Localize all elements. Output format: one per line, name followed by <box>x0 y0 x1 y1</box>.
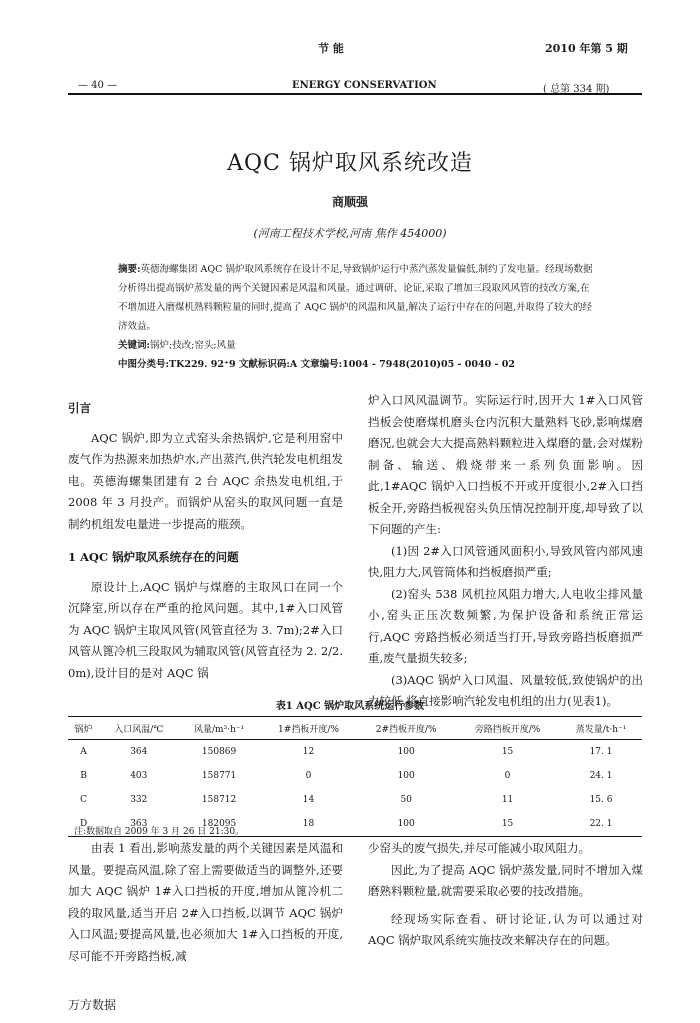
table-cell: 0 <box>504 771 511 781</box>
table-cell: 18 <box>260 812 358 837</box>
table-cell: 15. 6 <box>589 795 613 805</box>
abstract <box>118 260 594 336</box>
operating-parameters-table <box>68 716 642 837</box>
table-cell: 403 <box>130 771 148 781</box>
issue-number: 2010 年第 5 期 <box>545 42 628 55</box>
table-note: 注:数据取自 2009 年 3 月 26 日 21:30。 <box>74 827 245 837</box>
table-caption: 表1 AQC 锅炉取风系统运行参数 <box>275 701 425 712</box>
section-heading-1: 1 AQC 锅炉取风系统存在的问题 <box>68 550 239 564</box>
table-row <box>68 764 642 788</box>
table-cell: D <box>68 812 99 837</box>
table-cell: 100 <box>397 771 415 781</box>
table-cell: 364 <box>130 747 148 757</box>
table-cell: B <box>80 771 87 781</box>
continuation-paragraph: 少窑头的废气损失,并尽可能减小取风阻力。 <box>368 841 591 855</box>
col-header: 蒸发量/t·h⁻¹ <box>560 717 642 740</box>
conclusion-paragraph-1: 因此,为了提高 AQC 锅炉蒸发量,同时不增加入煤磨熟料颗粒量,就需要采取必要的技改措施。 <box>368 862 643 898</box>
header-rule <box>68 93 642 95</box>
page-number: — 40 — <box>78 80 118 91</box>
right-paragraph-1: 炉入口风风温调节。实际运行时,因开大 1#入口风管挡板会使磨煤机磨头仓内沉积大量熟料飞砂,影响煤磨磨况,也就会大大提高熟料颗粒进入煤磨的量,会对煤粉制备、输送、煅烧带来一系列负面影响。因此,1#AQC 锅炉入口挡板不开或开度很小,2#入口挡板全开,旁路挡板视窑头负压情况控制开度,却导致了以下问题的产生: <box>368 393 643 536</box>
watermark-text: 万方数据 <box>68 998 117 1012</box>
journal-title: 节 能 <box>318 42 344 55</box>
abstract-label: 摘要: <box>118 264 141 275</box>
keywords-label: 关键词: <box>118 340 151 351</box>
classification-meta: 中图分类号:TK229. 92⁺9 文献标识码:A 文章编号:1004 - 7948(2010)05 - 0040 - 02 <box>118 359 515 370</box>
table-cell: A <box>80 747 87 757</box>
table-cell: 24. 1 <box>589 771 613 781</box>
table-cell: 100 <box>357 812 455 837</box>
journal-english-title: ENERGY CONSERVATION <box>292 80 437 91</box>
problem-item-2: (2)窑头 538 风机拉风阻力增大,人电收尘排风量小,窑头正压次数频繁,为保护设备和系统正常运行,AQC 旁路挡板必须适当打开,导致旁路挡板磨损严重,废气量损失较多; <box>368 586 643 665</box>
problem-item-1: (1)因 2#入口风管通风面积小,导致风管内部风速快,阻力大,风管筒体和挡板磨损严重; <box>368 543 643 579</box>
conclusion-paragraph-2: 经现场实际查看、研讨论证,认为可以通过对 AQC 锅炉取风系统实施技改来解决存在的问题。 <box>368 911 643 947</box>
keywords-text: 锅炉;技改;窑头;风量 <box>150 340 236 351</box>
col-header: 1#挡板开度/% <box>260 717 358 740</box>
total-issue-number: ( 总第 334 期) <box>543 84 610 95</box>
section-heading-intro: 引言 <box>68 401 91 415</box>
right-column <box>368 390 643 713</box>
analysis-paragraph: 由表 1 看出,影响蒸发量的两个关键因素是风温和风量。要提高风温,除了窑上需要做适当的调整外,还要加大 AQC 锅炉 1#入口挡板的开度,增加从篦冷机二段的取风量,适当开启 2#入口挡板,以调节 AQC 锅炉入口风温;要提高风量,也必须加大 1#入口挡板的开度,尽可能不开旁路挡板,减 <box>68 841 343 963</box>
table-header-row <box>68 717 642 740</box>
table-cell: 11 <box>501 795 514 805</box>
lower-right-column <box>368 838 643 952</box>
table-cell: 22. 1 <box>560 812 642 837</box>
intro-paragraph: AQC 锅炉,即为立式窑头余热锅炉,它是利用窑中废气作为热源来加热炉水,产出蒸汽,供汽轮发电机组发电。英德海螺集团建有 2 台 AQC 余热发电机组,于 2008 年 3 月投产。而锅炉从窑头的取风问题一直是制约机组发电量进一步提高的瓶颈。 <box>68 430 343 531</box>
col-header: 锅炉 <box>68 717 99 740</box>
problem-item-3: (3)AQC 锅炉入口风温、风量较低,致使锅炉的出力较低,将直接影响汽轮发电机组的出力(见表1)。 <box>368 672 643 708</box>
abstract-block <box>118 260 594 374</box>
table-cell: 0 <box>305 771 312 781</box>
table-row <box>68 740 642 765</box>
abstract-text: 英德海螺集团 AQC 锅炉取风系统存在设计不足,导致锅炉运行中蒸汽蒸发量偏低,制约了发电量。经现场数据分析得出提高锅炉蒸发量的两个关键因素是风温和风量。通过调研、论证,采取了增加三段取风风管的技改方案,在不增加进入磨煤机熟料颗粒量的同时,提高了 AQC 锅炉的风温和风量,解决了运行中存在的问题,并取得了较大的经济效益。 <box>118 264 593 332</box>
table-cell: 182095 <box>179 812 260 837</box>
author: 商顺强 <box>331 195 368 209</box>
keywords <box>118 336 594 355</box>
table-cell: 50 <box>400 795 412 805</box>
table-cell: C <box>80 795 87 805</box>
table-cell: 15 <box>455 812 560 837</box>
table-row <box>68 788 642 812</box>
table-cell: 150869 <box>201 747 237 757</box>
table-cell: 12 <box>302 747 315 757</box>
col-header: 2#挡板开度/% <box>357 717 455 740</box>
col-header: 入口风温/℃ <box>99 717 178 740</box>
table-cell: 363 <box>99 812 178 837</box>
affiliation: (河南工程技术学校,河南 焦作 454000) <box>253 227 447 240</box>
table-cell: 332 <box>130 795 148 805</box>
table-cell: 14 <box>302 795 315 805</box>
section1-paragraph: 原设计上,AQC 锅炉与煤磨的主取风口在同一个沉降室,所以存在严重的抢风问题。其中,1#入口风管为 AQC 锅炉主取风风管(风管直径为 3. 7m);2#入口风管从篦冷机三段取风为辅取风管(风管直径为 2. 2/2. 0m),设计目的是对 AQC 锅 <box>68 579 343 680</box>
table-cell: 15 <box>501 747 514 757</box>
table-cell: 158771 <box>201 771 237 781</box>
article-title: AQC 锅炉取风系统改造 <box>227 151 473 176</box>
table-cell: 17. 1 <box>589 747 613 757</box>
table-cell: 100 <box>397 747 415 757</box>
left-column <box>68 398 343 684</box>
lower-left-column <box>68 838 343 967</box>
col-header: 风量/m³·h⁻¹ <box>179 717 260 740</box>
col-header: 旁路挡板开度/% <box>455 717 560 740</box>
table-cell: 158712 <box>201 795 237 805</box>
